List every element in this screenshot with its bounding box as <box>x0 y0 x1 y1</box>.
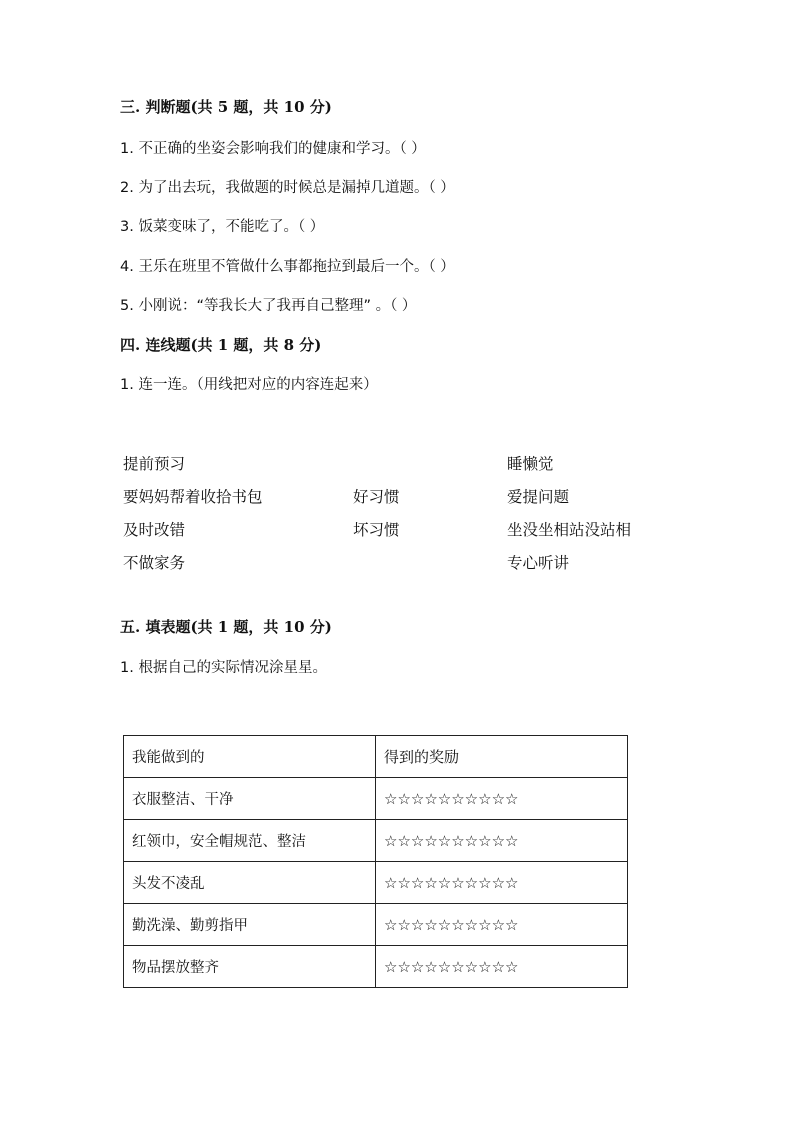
table-cell-item: 头发不凌乱 <box>124 862 376 904</box>
table-row <box>124 862 628 904</box>
table-row <box>124 904 628 946</box>
star-rating-table <box>123 735 628 988</box>
match-left-1: 提前预习 <box>123 455 186 473</box>
table-cell-stars[interactable]: ☆☆☆☆☆☆☆☆☆☆ <box>376 820 628 862</box>
table-row <box>124 946 628 988</box>
match-right-2: 爱提问题 <box>507 488 570 506</box>
match-right-4: 专心听讲 <box>507 554 570 572</box>
table-header-row <box>124 736 628 778</box>
table-row <box>124 778 628 820</box>
table-question: 1. 根据自己的实际情况涂星星。 <box>120 660 327 676</box>
section5-heading: 五. 填表题(共 1 题，共 10 分) <box>120 618 332 636</box>
table-cell-item: 物品摆放整齐 <box>124 946 376 988</box>
match-middle-1: 好习惯 <box>353 488 400 506</box>
table-cell-item: 勤洗澡、勤剪指甲 <box>124 904 376 946</box>
section3-heading: 三. 判断题(共 5 题，共 10 分) <box>120 98 332 116</box>
match-middle-2: 坏习惯 <box>353 521 400 539</box>
judgment-item-1: 1. 不正确的坐姿会影响我们的健康和学习。（ ） <box>120 141 426 157</box>
section4-heading: 四. 连线题(共 1 题，共 8 分) <box>120 336 322 354</box>
table-cell-item: 衣服整洁、干净 <box>124 778 376 820</box>
match-left-3: 及时改错 <box>123 521 186 539</box>
table-cell-stars[interactable]: ☆☆☆☆☆☆☆☆☆☆ <box>376 862 628 904</box>
match-right-1: 睡懒觉 <box>507 455 554 473</box>
match-left-4: 不做家务 <box>123 554 186 572</box>
table-row <box>124 820 628 862</box>
match-left-2: 要妈妈帮着收拾书包 <box>123 488 263 506</box>
judgment-item-3: 3. 饭菜变味了，不能吃了。（ ） <box>120 219 325 235</box>
table-header-cell: 得到的奖励 <box>376 736 628 778</box>
matching-question: 1. 连一连。（用线把对应的内容连起来） <box>120 377 378 393</box>
judgment-item-4: 4. 王乐在班里不管做什么事都拖拉到最后一个。（ ） <box>120 259 455 275</box>
match-right-3: 坐没坐相站没站相 <box>507 521 632 539</box>
table-cell-stars[interactable]: ☆☆☆☆☆☆☆☆☆☆ <box>376 946 628 988</box>
table-cell-item: 红领巾，安全帽规范、整洁 <box>124 820 376 862</box>
judgment-item-2: 2. 为了出去玩，我做题的时候总是漏掉几道题。（ ） <box>120 180 455 196</box>
judgment-item-5: 5. 小刚说：“等我长大了我再自己整理” 。（ ） <box>120 298 417 314</box>
table-cell-stars[interactable]: ☆☆☆☆☆☆☆☆☆☆ <box>376 778 628 820</box>
table-cell-stars[interactable]: ☆☆☆☆☆☆☆☆☆☆ <box>376 904 628 946</box>
table-header-cell: 我能做到的 <box>124 736 376 778</box>
